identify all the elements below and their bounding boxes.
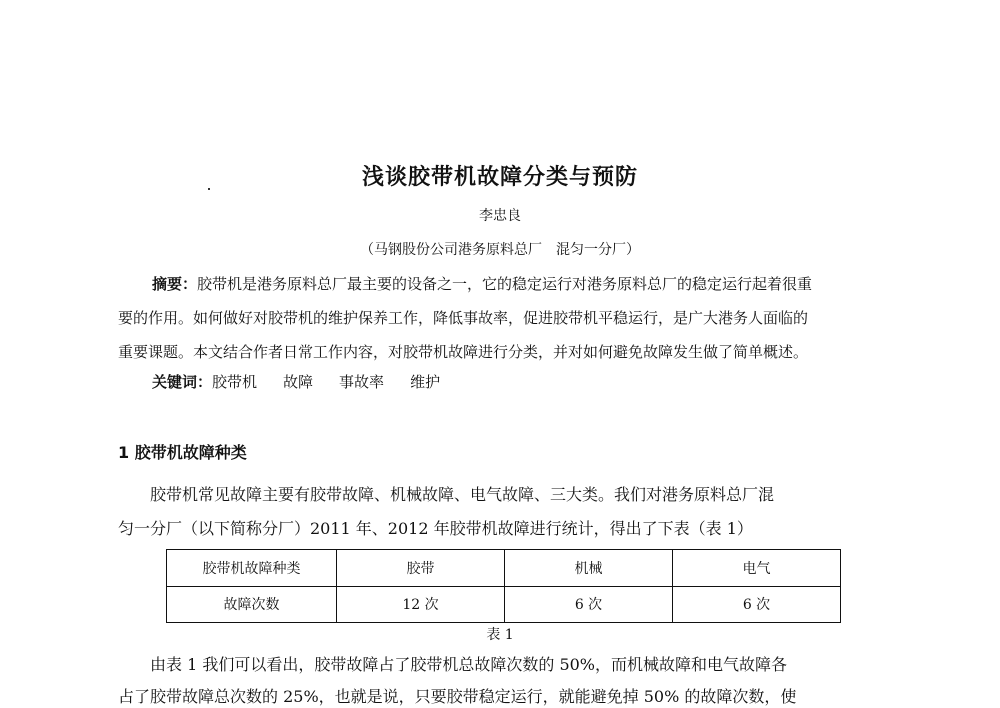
paragraph-line: 由表 1 我们可以看出，胶带故障占了胶带机总故障次数的 50%，而机械故障和电气故障各: [150, 655, 788, 674]
keyword-item: 故障: [283, 373, 314, 391]
abstract-line-1: 摘要：胶带机是港务原料总厂最主要的设备之一，它的稳定运行对港务原料总厂的稳定运行起着很重: [152, 275, 813, 293]
table-cell: 故障次数: [167, 586, 337, 623]
paragraph-line: 匀一分厂（以下简称分厂）2011 年、2012 年胶带机故障进行统计，得出了下表（表 1）: [118, 519, 753, 538]
table-cell: 12 次: [337, 586, 505, 623]
table-cell: 6 次: [505, 586, 673, 623]
keywords-line: [152, 372, 927, 392]
table-caption: 表 1: [486, 627, 514, 643]
abstract-label: 摘要：: [152, 275, 198, 293]
paragraph-line: 占了胶带故障总次数的 25%，也就是说，只要胶带稳定运行，就能避免掉 50% 的故障次数，使: [118, 687, 797, 706]
table-cell: 胶带: [337, 550, 505, 587]
abstract-line-3: 重要课题。本文结合作者日常工作内容，对胶带机故障进行分类，并对如何避免故障发生做了简单概述。: [118, 343, 809, 361]
paragraph-line: 胶带机常见故障主要有胶带故障、机械故障、电气故障、三大类。我们对港务原料总厂混: [150, 485, 775, 504]
table-cell: 机械: [505, 550, 673, 587]
keyword-item: 维护: [410, 373, 441, 391]
keyword-item: 事故率: [339, 373, 385, 391]
author-name: 李忠良: [479, 208, 521, 224]
author-affiliation: （马钢股份公司港务原料总厂 混匀一分厂）: [360, 242, 640, 258]
data-table: [166, 549, 841, 623]
table-row: [167, 586, 841, 623]
table-cell: 胶带机故障种类: [167, 550, 337, 587]
section-heading: 1 胶带机故障种类: [118, 443, 247, 462]
table-cell: 电气: [673, 550, 841, 587]
table-header-row: [167, 550, 841, 587]
abstract-line-2: 要的作用。如何做好对胶带机的维护保养工作，降低事故率，促进胶带机平稳运行，是广大港务人面临的: [118, 309, 809, 327]
table-cell: 6 次: [673, 586, 841, 623]
paper-title: 浅谈胶带机故障分类与预防: [361, 165, 638, 190]
keywords-label: 关键词：: [152, 373, 213, 391]
keyword-item: 胶带机: [212, 373, 258, 391]
